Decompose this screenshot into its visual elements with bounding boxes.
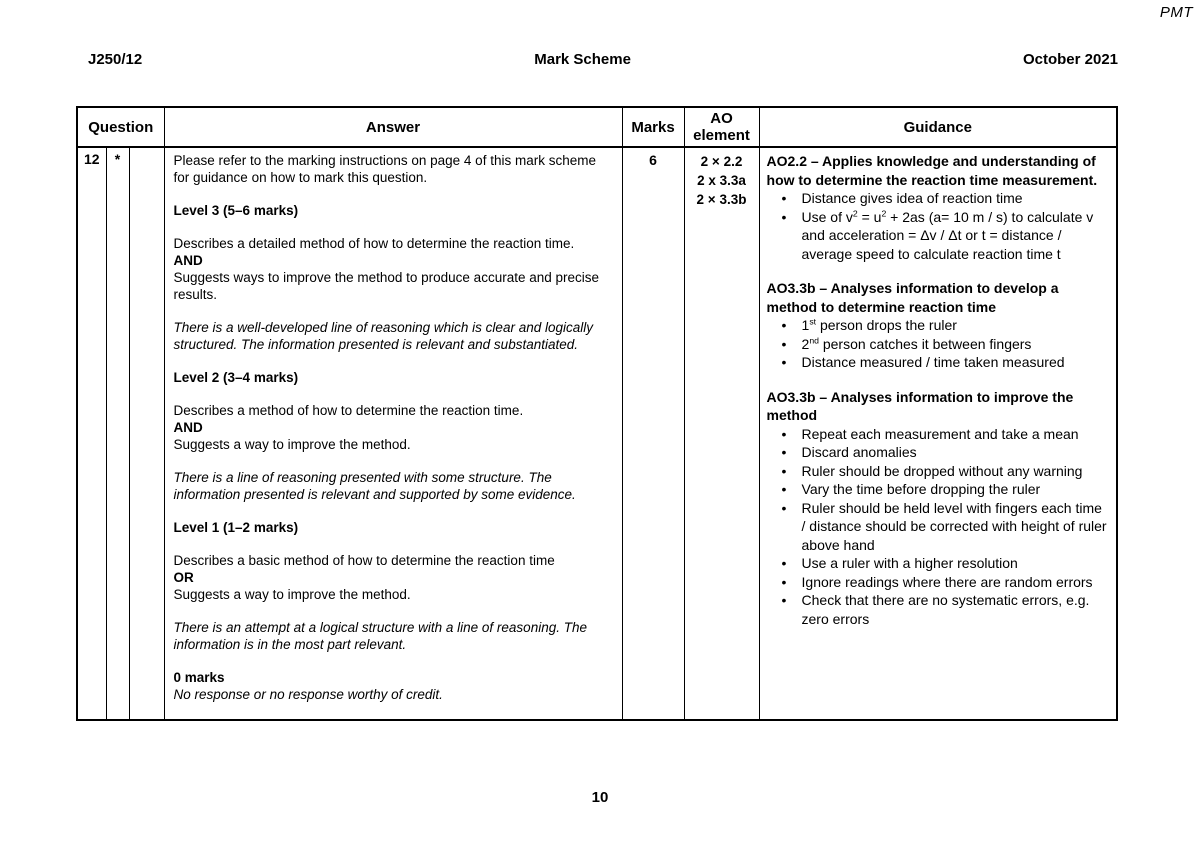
answer-paragraph: No response or no response worthy of credit. [173,687,443,702]
answer-paragraph: AND [173,420,203,435]
question-star-cell: * [106,147,129,720]
guidance-bullet-item: • Use of $v^2 = u^2 + 2as$ (a= 10 m / s) to calculate v and acceleration = Δv / Δt or t = distance / average speed to calculate reaction time t [767,208,1108,264]
blank-line [174,186,614,202]
answer-cell [164,147,622,720]
guidance-cell-content [767,152,1108,628]
answer-paragraph: Suggests a way to improve the method. [173,587,411,602]
guidance-bullet-item: • Use a ruler with a higher resolution [767,554,1108,573]
blank-line [174,653,614,669]
exam-code: J250/12 [88,51,143,68]
answer-paragraph: Suggests ways to improve the method to produce accurate and precise results. [173,270,600,302]
ao-element-line: 2 × 2.2 [700,154,743,169]
answer-paragraph: AND [173,253,203,268]
answer-cell-content [174,152,614,703]
ao-element-cell [684,147,759,720]
question-number-cell: 12 [77,147,106,720]
guidance-heading: AO3.3b – Analyses information to develop a method to determine reaction time [766,280,1059,315]
exam-date: October 2021 [1022,51,1118,68]
guidance-bullet-item: • Discard anomalies [767,443,1108,462]
guidance-heading: AO3.3b – Analyses information to improve the method [766,388,1074,423]
guidance-bullet-item: • Ignore readings where there are random errors [767,573,1108,592]
answer-paragraph: Please refer to the marking instructions on page 4 of this mark scheme for guidance on how to mark this question. [173,153,596,185]
answer-paragraph: Describes a method of how to determine the reaction time. [173,403,524,418]
answer-paragraph: Level 3 (5–6 marks) [173,203,299,218]
answer-paragraph: Describes a detailed method of how to determine the reaction time. [173,236,575,251]
question-column-header: Question [77,107,164,147]
pmt-watermark: PMT [1159,4,1193,21]
blank-line [174,453,614,469]
answer-paragraph: 0 marks [173,670,225,685]
guidance-bullet-item: • Distance measured / time taken measured [767,353,1108,372]
answer-paragraph: There is a well-developed line of reasoning which is clear and logically structured. The information presented is relevant and substantiated. [173,320,593,352]
blank-line [767,263,1108,279]
guidance-column-header: Guidance [759,107,1117,147]
guidance-bullet-item: • Ruler should be held level with fingers each time / distance should be corrected with height of ruler above hand [767,499,1108,555]
guidance-bullet-item: • 1st person drops the ruler [767,316,1108,335]
guidance-bullet-item: • Distance gives idea of reaction time [767,189,1108,208]
blank-line [174,503,614,519]
guidance-bullet-item: • Ruler should be dropped without any warning [767,462,1108,481]
answer-paragraph: Level 1 (1–2 marks) [173,520,299,535]
marks-column-header: Marks [622,107,684,147]
page-number: 10 [591,789,609,806]
ao-element-line: 2 × 3.3b [696,192,747,207]
blank-line [174,303,614,319]
guidance-bullet-list [767,316,1108,372]
question-empty-cell [129,147,164,720]
ao-element-line: 2 x 3.3a [697,173,746,188]
ao-element-column-header: AO element [684,107,759,147]
blank-line [767,372,1108,388]
answer-paragraph: There is an attempt at a logical structure with a line of reasoning. The information is in the most part relevant. [173,620,587,652]
guidance-heading: AO2.2 – Applies knowledge and understanding of how to determine the reaction time measurement. [766,153,1098,188]
answer-paragraph: Level 2 (3–4 marks) [173,370,299,385]
blank-line [174,603,614,619]
guidance-bullet-list [767,425,1108,629]
guidance-bullet-item: • 2nd person catches it between fingers [767,335,1108,354]
guidance-bullet-list [767,189,1108,263]
ao-cell-content [685,152,759,209]
answer-paragraph: There is a line of reasoning presented with some structure. The information presented is relevant and supported by some evidence. [173,470,576,502]
blank-line [174,353,614,369]
blank-line [174,386,614,402]
mark-scheme-table [76,106,1118,721]
answer-paragraph: OR [173,570,194,585]
answer-paragraph: Suggests a way to improve the method. [173,437,411,452]
blank-line [174,536,614,552]
answer-column-header: Answer [164,107,622,147]
document-title: Mark Scheme [534,51,631,68]
table-header-row [77,107,1117,147]
document-header [88,51,1118,68]
guidance-cell [759,147,1117,720]
answer-paragraph: Describes a basic method of how to determine the reaction time [173,553,555,568]
guidance-bullet-item: • Check that there are no systematic errors, e.g. zero errors [767,591,1108,628]
question-row [77,147,1117,720]
guidance-bullet-item: • Vary the time before dropping the ruler [767,480,1108,499]
guidance-bullet-item: • Repeat each measurement and take a mean [767,425,1108,444]
blank-line [174,219,614,235]
marks-cell: 6 [622,147,684,720]
